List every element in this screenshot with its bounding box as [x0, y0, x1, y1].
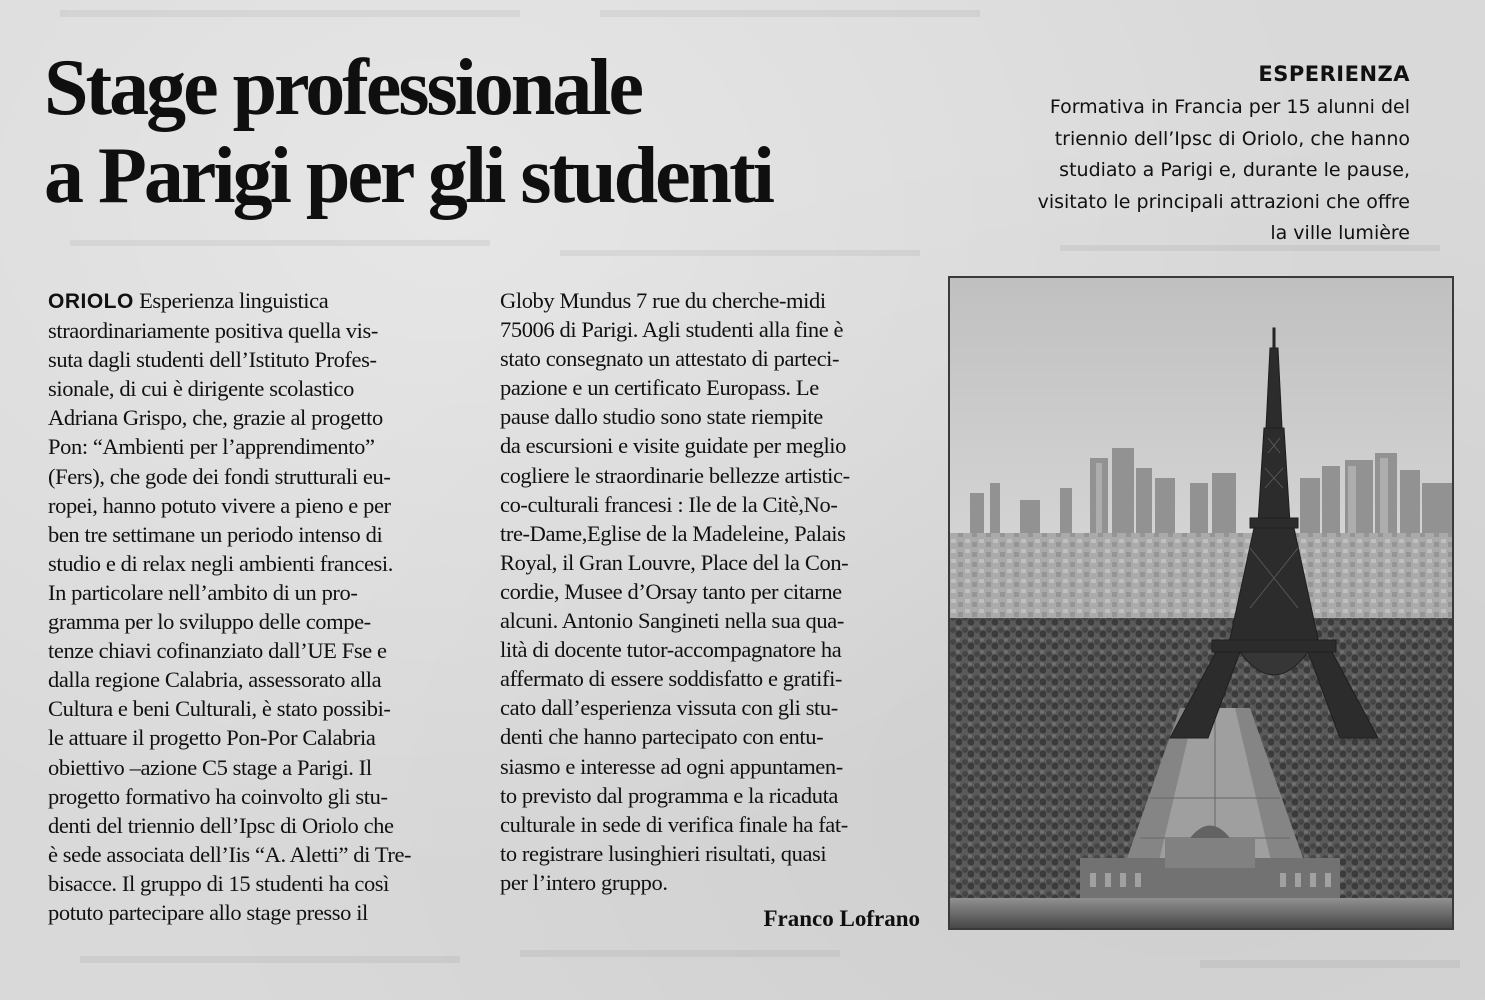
- subhead: [970, 92, 1410, 250]
- column-line: cordie, Musee d’Orsay tanto per citarne: [500, 578, 842, 604]
- column-line: 75006 di Parigi. Agli studenti alla fine è: [500, 317, 844, 343]
- eiffel-tower-paris-photo-icon: [950, 278, 1452, 928]
- column-line: studio e di relax negli ambienti francesi.: [48, 550, 393, 576]
- eiffel-tower-photo: [948, 276, 1454, 930]
- column-line: alcuni. Antonio Sangineti nella sua qua-: [500, 608, 844, 634]
- subhead-line: studiato a Parigi e, durante le pause,: [1059, 159, 1410, 181]
- column-line: da escursioni e visite guidate per meglio: [500, 433, 846, 459]
- column-line: to registrare lusinghieri risultati, quasi: [500, 840, 827, 866]
- column-line: pazione e un certificato Europass. Le: [500, 375, 819, 401]
- column-line: Adriana Grispo, che, grazie al progetto: [48, 405, 383, 431]
- column-line: denti del triennio dell’Ipsc di Oriolo che: [48, 812, 394, 838]
- column-line: [48, 286, 468, 316]
- column-line: tenze chiavi cofinanziato dall’UE Fse e: [48, 638, 387, 664]
- headline-line-2: a Parigi per gli studenti: [44, 132, 772, 220]
- column-line: potuto partecipare allo stage presso il: [48, 899, 368, 925]
- column-line: ropei, hanno potuto vivere a pieno e per: [48, 492, 391, 518]
- column-line: culturale in sede di verifica finale ha fat-: [500, 811, 848, 837]
- column-line: le attuare il progetto Pon-Por Calabria: [48, 725, 376, 751]
- column-line: cogliere le straordinarie bellezze artistic-: [500, 462, 850, 488]
- column-line: suta dagli studenti dell’Istituto Profes-: [48, 347, 377, 373]
- column-line: Pon: “Ambienti per l’apprendimento”: [48, 434, 375, 460]
- subhead-line: Formativa in Francia per 15 alunni del: [1049, 96, 1410, 118]
- column-line: In particolare nell’ambito di un pro-: [48, 579, 358, 605]
- column-line: straordinariamente positiva quella vis-: [48, 318, 378, 344]
- column-line: to previsto dal programma e la ricaduta: [500, 782, 839, 808]
- column-line: pause dallo studio sono state riempite: [500, 404, 823, 430]
- subhead-line: la ville lumière: [1270, 222, 1410, 244]
- column-line: tre-Dame,Eglise de la Madeleine, Palais: [500, 520, 846, 546]
- headline: [44, 44, 924, 220]
- column-line: siasmo e interesse ad ogni appuntamen-: [500, 753, 843, 779]
- subhead-line: visitato le principali attrazioni che offre: [1037, 190, 1410, 213]
- column-line: bisacce. Il gruppo di 15 studenti ha così: [48, 870, 390, 896]
- column-line: stato consegnato un attestato di parteci-: [500, 346, 840, 372]
- article-column-1: [48, 286, 468, 927]
- column-line: co-culturali francesi : Ile de la Citè,No-: [500, 491, 838, 517]
- article-column-2: [500, 286, 920, 897]
- column-line: cato dall’esperienza vissuta con gli stu-: [500, 695, 838, 721]
- column-line: Globy Mundus 7 rue du cherche-midi: [500, 288, 826, 313]
- kicker: ESPERIENZA: [1258, 62, 1410, 86]
- column-line: è sede associata dell’Iis “A. Aletti” di Tre-: [48, 841, 412, 867]
- headline-line-1: Stage professionale: [44, 44, 642, 132]
- column-line: obiettivo –azione C5 stage a Parigi. Il: [48, 754, 372, 780]
- column-line: Cultura e beni Culturali, è stato possibi-: [48, 696, 391, 722]
- column-line: progetto formativo ha coinvolto gli stu-: [48, 783, 388, 809]
- column-line: dalla regione Calabria, assessorato alla: [48, 667, 382, 693]
- column-line: affermato di essere soddisfatto e gratifi-: [500, 666, 843, 692]
- dateline: ORIOLO: [48, 290, 134, 313]
- byline: Franco Lofrano: [763, 906, 920, 931]
- column-line: Royal, il Gran Louvre, Place del la Con-: [500, 549, 849, 575]
- column-line: denti che hanno partecipato con entu-: [500, 724, 824, 750]
- column-line: per l’intero gruppo.: [500, 869, 668, 895]
- subhead-line: triennio dell’Ipsc di Oriolo, che hanno: [1054, 127, 1410, 150]
- column-line: (Fers), che gode dei fondi strutturali eu-: [48, 463, 391, 489]
- column-line-text: Esperienza linguistica: [133, 288, 329, 313]
- column-line: sionale, di cui è dirigente scolastico: [48, 376, 354, 402]
- column-line: gramma per lo sviluppo delle compe-: [48, 609, 371, 635]
- column-line: ben tre settimane un periodo intenso di: [48, 521, 383, 547]
- column-line: lità di docente tutor-accompagnatore ha: [500, 637, 842, 663]
